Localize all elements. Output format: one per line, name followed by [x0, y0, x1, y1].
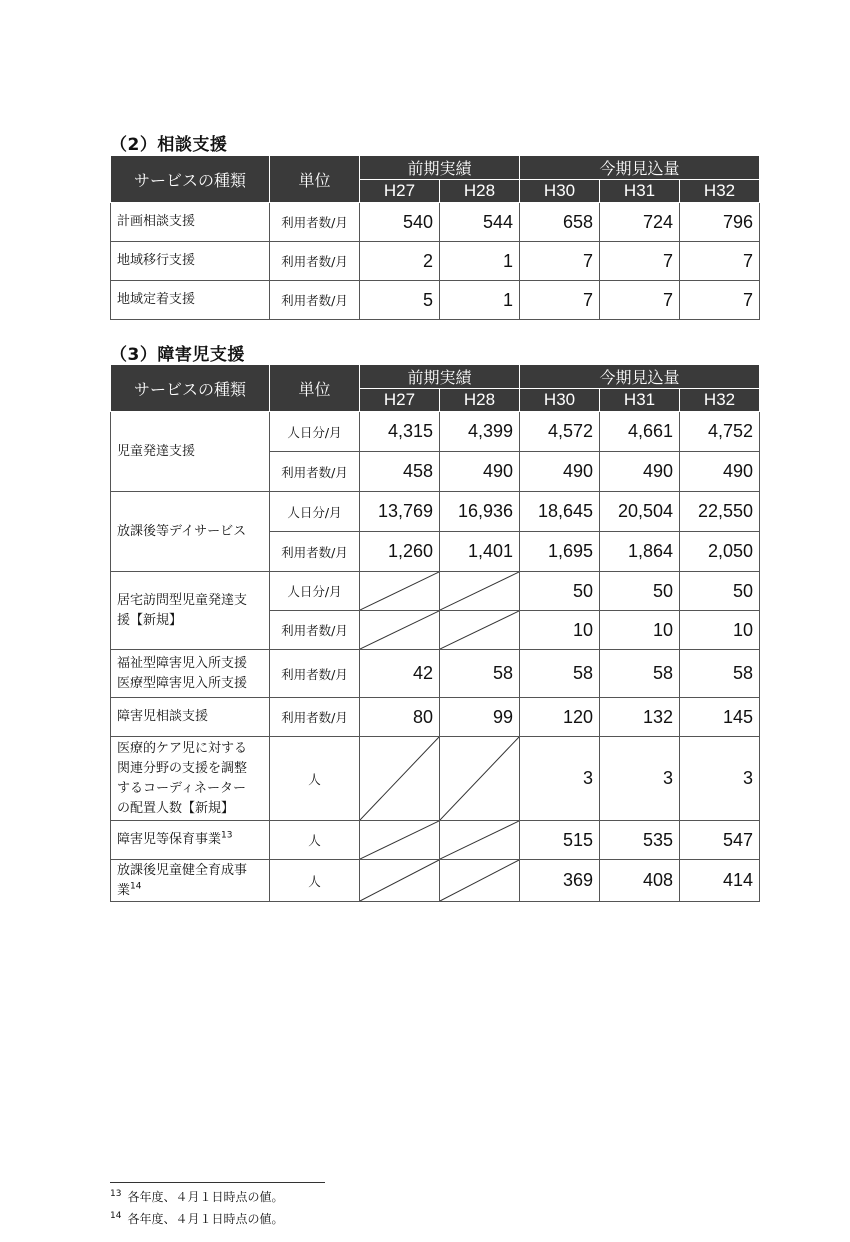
value-cell: 58 — [680, 650, 760, 698]
value-cell: 22,550 — [680, 492, 760, 532]
value-cell: 3 — [520, 737, 600, 821]
value-cell: 50 — [600, 572, 680, 611]
value-cell: 408 — [600, 860, 680, 902]
service-name-line: 援【新規】 — [117, 612, 183, 628]
value-cell: 3 — [680, 737, 760, 821]
unit-cell: 利用者数/月 — [270, 281, 360, 320]
header-year: H30 — [520, 389, 600, 412]
table-row — [111, 242, 760, 281]
unit-cell: 利用者数/月 — [270, 611, 360, 650]
value-cell: 1,260 — [360, 532, 440, 572]
unit-cell: 人 — [270, 821, 360, 860]
header-year: H28 — [440, 180, 520, 203]
table-row — [111, 281, 760, 320]
unit-cell: 人日分/月 — [270, 572, 360, 611]
value-cell: 4,315 — [360, 412, 440, 452]
service-name: 地域定着支援 — [111, 281, 270, 320]
header-forecast: 今期見込量 — [520, 156, 760, 180]
value-cell: 4,572 — [520, 412, 600, 452]
service-name-text: 業 — [117, 882, 131, 898]
value-cell: 4,752 — [680, 412, 760, 452]
value-cell: 18,645 — [520, 492, 600, 532]
value-cell: 535 — [600, 821, 680, 860]
value-cell: 145 — [680, 698, 760, 737]
footnote-divider — [110, 1182, 325, 1183]
value-cell: 490 — [680, 452, 760, 492]
unit-cell: 人 — [270, 737, 360, 821]
value-cell: 490 — [520, 452, 600, 492]
header-year: H32 — [680, 180, 760, 203]
value-cell: 1,864 — [600, 532, 680, 572]
value-cell: 658 — [520, 203, 600, 242]
not-applicable-cell — [360, 821, 440, 860]
value-cell: 10 — [680, 611, 760, 650]
header-year: H32 — [680, 389, 760, 412]
value-cell: 13,769 — [360, 492, 440, 532]
unit-cell: 利用者数/月 — [270, 242, 360, 281]
value-cell: 50 — [680, 572, 760, 611]
unit-cell: 利用者数/月 — [270, 650, 360, 698]
value-cell: 99 — [440, 698, 520, 737]
footnote-number: 13 — [110, 1189, 122, 1199]
header-service-type: サービスの種類 — [111, 156, 270, 203]
unit-cell: 利用者数/月 — [270, 203, 360, 242]
service-name — [111, 860, 270, 902]
service-name-line: 福祉型障害児入所支援 — [117, 655, 248, 671]
service-name: 障害児相談支援 — [111, 698, 270, 737]
header-year: H31 — [600, 389, 680, 412]
header-prev-results: 前期実績 — [360, 365, 520, 389]
header-unit: 単位 — [270, 365, 360, 412]
service-name-line: 関連分野の支援を調整 — [117, 760, 248, 776]
value-cell: 1 — [440, 281, 520, 320]
header-unit: 単位 — [270, 156, 360, 203]
value-cell: 540 — [360, 203, 440, 242]
child-support-table — [110, 364, 760, 902]
header-year: H27 — [360, 389, 440, 412]
service-name-line: 放課後児童健全育成事 — [117, 862, 248, 878]
value-cell: 7 — [600, 242, 680, 281]
value-cell: 120 — [520, 698, 600, 737]
value-cell: 58 — [520, 650, 600, 698]
value-cell: 42 — [360, 650, 440, 698]
not-applicable-cell — [440, 737, 520, 821]
value-cell: 10 — [600, 611, 680, 650]
footnote-ref: 13 — [221, 830, 233, 841]
header-forecast: 今期見込量 — [520, 365, 760, 389]
not-applicable-cell — [440, 860, 520, 902]
footnote-text: 各年度、４月１日時点の値。 — [127, 1190, 284, 1204]
table-row — [111, 492, 760, 532]
table-row — [111, 203, 760, 242]
table-row — [111, 412, 760, 452]
value-cell: 490 — [440, 452, 520, 492]
value-cell: 7 — [680, 242, 760, 281]
service-name — [111, 572, 270, 650]
header-year: H27 — [360, 180, 440, 203]
value-cell: 547 — [680, 821, 760, 860]
service-name-line: するコーディネーター — [117, 780, 246, 796]
value-cell: 80 — [360, 698, 440, 737]
header-year: H30 — [520, 180, 600, 203]
value-cell: 458 — [360, 452, 440, 492]
value-cell: 515 — [520, 821, 600, 860]
section-title-consultation: （2）相談支援 — [110, 135, 228, 155]
value-cell: 369 — [520, 860, 600, 902]
service-name-line: 医療的ケア児に対する — [117, 740, 248, 756]
value-cell: 724 — [600, 203, 680, 242]
unit-cell: 人 — [270, 860, 360, 902]
value-cell: 50 — [520, 572, 600, 611]
unit-cell: 人日分/月 — [270, 412, 360, 452]
unit-cell: 人日分/月 — [270, 492, 360, 532]
value-cell: 16,936 — [440, 492, 520, 532]
value-cell: 3 — [600, 737, 680, 821]
consultation-support-table — [110, 155, 760, 320]
value-cell: 4,661 — [600, 412, 680, 452]
service-name-line: 医療型障害児入所支援 — [117, 675, 248, 691]
value-cell: 132 — [600, 698, 680, 737]
service-name: 児童発達支援 — [111, 412, 270, 492]
footnote — [110, 1210, 283, 1227]
service-name — [111, 737, 270, 821]
value-cell: 7 — [520, 242, 600, 281]
not-applicable-cell — [360, 737, 440, 821]
value-cell: 5 — [360, 281, 440, 320]
table-row — [111, 860, 760, 902]
value-cell: 4,399 — [440, 412, 520, 452]
value-cell: 10 — [520, 611, 600, 650]
not-applicable-cell — [360, 611, 440, 650]
value-cell: 2 — [360, 242, 440, 281]
value-cell: 2,050 — [680, 532, 760, 572]
service-name: 計画相談支援 — [111, 203, 270, 242]
value-cell: 1 — [440, 242, 520, 281]
not-applicable-cell — [360, 860, 440, 902]
unit-cell: 利用者数/月 — [270, 452, 360, 492]
table-row — [111, 650, 760, 698]
service-name — [111, 650, 270, 698]
value-cell: 1,695 — [520, 532, 600, 572]
not-applicable-cell — [440, 821, 520, 860]
service-name-line — [117, 881, 269, 901]
value-cell: 20,504 — [600, 492, 680, 532]
not-applicable-cell — [440, 611, 520, 650]
service-name: 地域移行支援 — [111, 242, 270, 281]
header-year: H28 — [440, 389, 520, 412]
not-applicable-cell — [440, 572, 520, 611]
footnote-ref: 14 — [130, 881, 142, 892]
table-row — [111, 737, 760, 821]
service-name — [111, 821, 270, 860]
table-row — [111, 572, 760, 611]
value-cell: 7 — [680, 281, 760, 320]
footnote — [110, 1188, 283, 1205]
service-name: 放課後等デイサービス — [111, 492, 270, 572]
value-cell: 490 — [600, 452, 680, 492]
header-prev-results: 前期実績 — [360, 156, 520, 180]
header-year: H31 — [600, 180, 680, 203]
footnote-text: 各年度、４月１日時点の値。 — [127, 1212, 284, 1226]
not-applicable-cell — [360, 572, 440, 611]
unit-cell: 利用者数/月 — [270, 698, 360, 737]
service-name-line: の配置人数【新規】 — [117, 800, 235, 816]
value-cell: 414 — [680, 860, 760, 902]
footnote-number: 14 — [110, 1211, 122, 1221]
value-cell: 58 — [440, 650, 520, 698]
unit-cell: 利用者数/月 — [270, 532, 360, 572]
value-cell: 544 — [440, 203, 520, 242]
value-cell: 58 — [600, 650, 680, 698]
table-row — [111, 821, 760, 860]
header-service-type: サービスの種類 — [111, 365, 270, 412]
section-title-child-support: （3）障害児支援 — [110, 345, 245, 365]
value-cell: 7 — [520, 281, 600, 320]
value-cell: 1,401 — [440, 532, 520, 572]
value-cell: 7 — [600, 281, 680, 320]
service-name-text: 障害児等保育事業 — [117, 832, 222, 847]
service-name-line: 居宅訪問型児童発達支 — [117, 592, 248, 608]
table-row — [111, 698, 760, 737]
value-cell: 796 — [680, 203, 760, 242]
